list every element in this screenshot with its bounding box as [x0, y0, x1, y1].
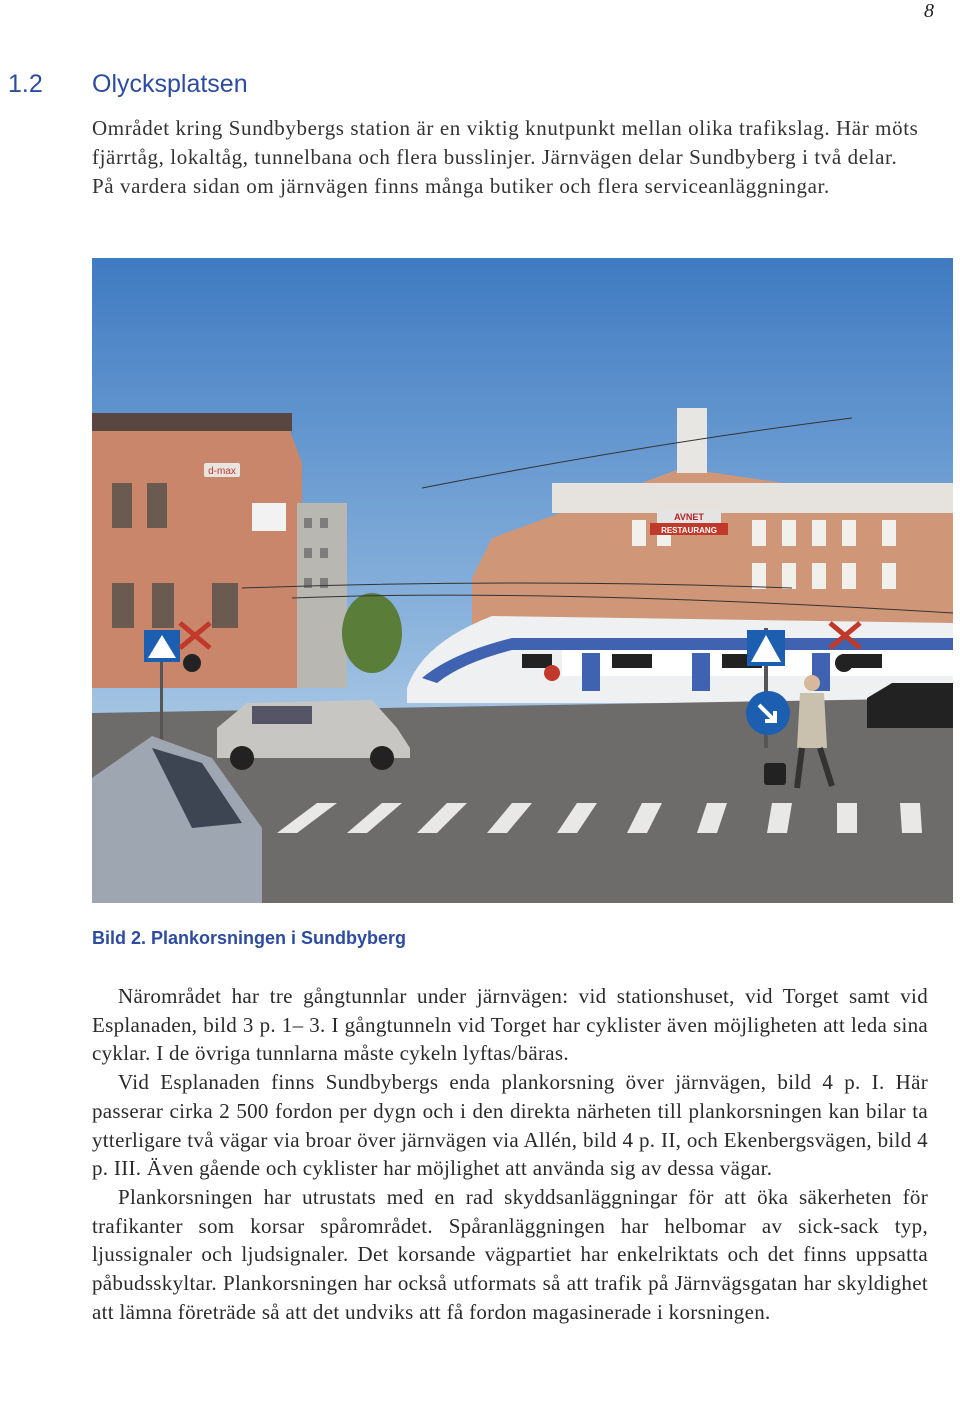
- paragraph-tunnels: Närområdet har tre gångtunnlar under järnvägen: vid stationshuset, vid Torget samt vid Esplanaden, bild 3 p. 1– 3. I gångtunneln vid Torget har cyklister även möjligheten att leda sina cyklar. I de övriga tunnlarna måste cykeln lyftas/bäras.: [92, 984, 928, 1066]
- section-number: 1.2: [8, 70, 43, 98]
- figure-caption: Bild 2. Plankorsningen i Sundbyberg: [92, 928, 407, 948]
- section-heading: [8, 70, 248, 99]
- trees: [342, 593, 402, 673]
- dmax-sign: d-max: [208, 466, 236, 477]
- paragraph-level-crossing: Vid Esplanaden finns Sundbybergs enda plankorsning över järnvägen, bild 4 p. I. Här passerar cirka 2 500 fordon per dygn och i den direkta närheten till plankorsningen kan bilar ta ytterligare två vägar via broar över järnvägen via Allén, bild 4 p. II, och Ekenbergsvägen, bild 4 p. III. Även gående och cyklister har möjlighet att använda sig av dessa vägar.: [92, 1070, 928, 1181]
- section-title: Olycksplatsen: [92, 70, 248, 98]
- page-number: 8: [924, 0, 934, 22]
- commuter-train: [407, 616, 953, 703]
- body-text: [92, 982, 928, 1326]
- paragraph-safety: Plankorsningen har utrustats med en rad skyddsanläggningar för att öka säkerheten för trafikanter som korsar spårområdet. Spåranläggningen har helbomar av sick-sack typ, ljussignaler och ljudsignaler. Det korsande vägpartiet har enkelriktats och det finns uppsatta påbudsskyltar. Plankorsningen har också utformats så att trafik på Järnvägsgatan har skyldighet att lämna företräde så att det undviks att få fordon magasinerade i korsningen.: [92, 1184, 928, 1324]
- intro-paragraph: Området kring Sundbybergs station är en viktig knutpunkt mellan olika trafikslag. Här möts fjärrtåg, lokaltåg, tunnelbana och flera busslinjer. Järnvägen delar Sundbyberg i två delar. På vardera sidan om järnvägen finns många butiker och flera serviceanläggningar.: [92, 116, 919, 198]
- grey-tower: [297, 503, 347, 688]
- street-crossing-photo: [92, 258, 953, 903]
- avnet-sign: AVNET: [674, 512, 704, 522]
- left-brick-building: [92, 413, 302, 688]
- restaurang-sign: RESTAURANG: [661, 526, 717, 535]
